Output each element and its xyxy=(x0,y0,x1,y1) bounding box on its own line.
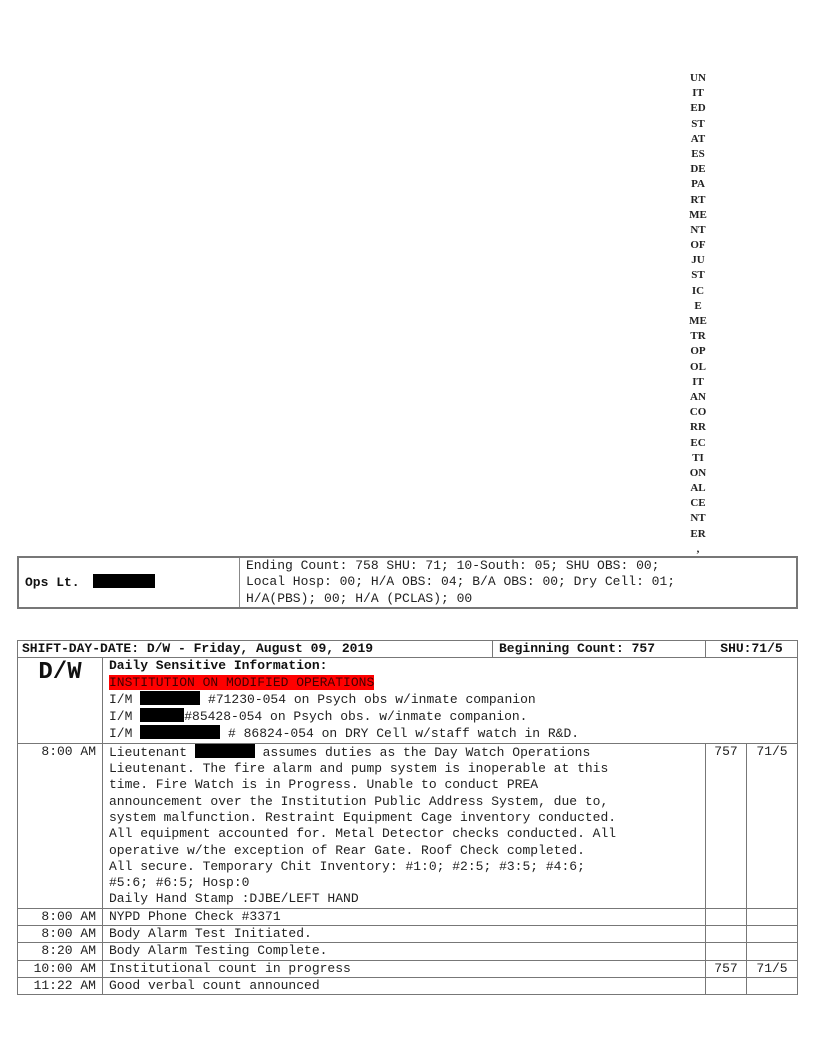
entry-shu: 71/5 xyxy=(747,960,798,977)
vertical-header-line: CO xyxy=(689,406,707,419)
vertical-header-line: JU xyxy=(691,254,705,267)
vertical-header-line: IT xyxy=(692,87,704,100)
entry-shu xyxy=(747,977,798,994)
inmate-line: I/M #71230-054 on Psych obs w/inmate companion xyxy=(109,691,536,707)
vertical-header-line: IC xyxy=(691,284,705,297)
entry-shu xyxy=(747,926,798,943)
vertical-header-line: AN xyxy=(690,390,706,403)
entry-count: 757 xyxy=(706,960,747,977)
vertical-header-line: , xyxy=(696,542,700,555)
vertical-header-line: OP xyxy=(690,345,706,358)
log-entry-row xyxy=(18,926,798,943)
entry-text: Institutional count in progress xyxy=(103,960,706,977)
entry-text: Body Alarm Test Initiated. xyxy=(103,926,706,943)
entry-text: Lieutenant assumes duties as the Day Watch Operations Lieutenant. The fire alarm and pump system is inoperable at this time. Fire Watch is in Progress. Unable to conduct PREA announcement over the Institution Public Address System, due to, system malfunction. Restraint Equipment Cage inventory conducted. All equipment accounted for. Metal Detector checks conducted. All operative w/the exception of Rear Gate. Roof Check completed. All secure. Temporary Chit Inventory: #1:0; #2:5; #3:5; #4:6; #5:6; #6:5; Hosp:0 Daily Hand Stamp :DJBE/LEFT HAND xyxy=(103,743,706,908)
vertical-header-line: AL xyxy=(690,482,706,495)
vertical-header-line: NT xyxy=(690,512,706,525)
entry-count: 757 xyxy=(706,743,747,908)
vertical-header-line: ST xyxy=(691,269,705,282)
log-entry-row xyxy=(18,960,798,977)
ending-line: Local Hosp: 00; H/A OBS: 04; B/A OBS: 00; Dry Cell: 01; xyxy=(246,574,676,590)
inmate-line: I/M # 86824-054 on DRY Cell w/staff watch in R&D. xyxy=(109,726,580,742)
sensitive-info-row xyxy=(18,658,798,743)
vertical-header-line: PA xyxy=(691,178,705,191)
log-header-row xyxy=(18,641,798,658)
log-entry-row xyxy=(18,743,798,908)
entry-text: Body Alarm Testing Complete. xyxy=(103,943,706,960)
log-entry-row xyxy=(18,908,798,925)
shu-count: SHU:71/5 xyxy=(706,641,798,658)
ending-line: Ending Count: 758 SHU: 71; 10-South: 05; SHU OBS: 00; xyxy=(246,558,660,573)
entry-time: 8:00 AM xyxy=(18,908,103,925)
ending-line: H/A(PBS); 00; H/A (PCLAS); 00 xyxy=(246,590,473,606)
entry-text: NYPD Phone Check #3371 xyxy=(103,908,706,925)
vertical-header-line: ON xyxy=(689,466,707,479)
redaction xyxy=(195,744,255,758)
entry-time: 11:22 AM xyxy=(18,977,103,994)
vertical-header-line: ME xyxy=(689,315,707,327)
vertical-header-line: RR xyxy=(690,421,706,434)
entry-shu: 71/5 xyxy=(747,743,798,908)
ops-summary-table xyxy=(17,556,798,609)
vertical-header-line: ER xyxy=(690,527,706,540)
redaction xyxy=(93,574,155,588)
sensitive-info-cell xyxy=(103,658,798,743)
entry-count xyxy=(706,977,747,994)
ops-lt-label: Ops Lt. xyxy=(25,574,80,590)
vertical-header-line: TR xyxy=(690,330,706,343)
vertical-header-line: ST xyxy=(691,117,705,130)
modified-operations-alert: INSTITUTION ON MODIFIED OPERATIONS xyxy=(109,674,375,690)
entry-count xyxy=(706,908,747,925)
vertical-header-line: OF xyxy=(690,239,706,252)
vertical-agency-header xyxy=(680,71,716,557)
vertical-header-line: E xyxy=(694,299,702,312)
vertical-header-line: EC xyxy=(690,436,706,449)
vertical-header-line: DE xyxy=(690,163,706,176)
vertical-header-line: CE xyxy=(690,497,706,510)
vertical-header-line: ES xyxy=(691,147,705,160)
entry-time: 8:20 AM xyxy=(18,943,103,960)
sensitive-title: Daily Sensitive Information: xyxy=(109,658,328,674)
vertical-header-line: NT xyxy=(690,223,706,236)
entry-shu xyxy=(747,908,798,925)
vertical-header-line: ME xyxy=(689,208,707,221)
shift-code: D/W xyxy=(18,658,103,743)
entry-text: Good verbal count announced xyxy=(103,977,706,994)
entry-time: 8:00 AM xyxy=(18,743,103,908)
vertical-header-line: UN xyxy=(690,72,706,84)
ending-count-cell xyxy=(240,557,798,608)
ops-lt-cell xyxy=(18,557,240,608)
entry-time: 8:00 AM xyxy=(18,926,103,943)
beginning-count: Beginning Count: 757 xyxy=(493,641,706,658)
vertical-header-line: RT xyxy=(690,193,706,206)
inmate-line: I/M #85428-054 on Psych obs. w/inmate companion. xyxy=(109,709,528,725)
entry-time: 10:00 AM xyxy=(18,960,103,977)
vertical-header-line: IT xyxy=(692,375,704,388)
vertical-header-line: OL xyxy=(690,360,706,373)
shift-log-table xyxy=(17,640,798,995)
entry-count xyxy=(706,943,747,960)
vertical-header-line: TI xyxy=(692,451,704,464)
entry-count xyxy=(706,926,747,943)
vertical-header-line: ED xyxy=(690,102,706,115)
shift-day-date: SHIFT-DAY-DATE: D/W - Friday, August 09, 2019 xyxy=(18,641,493,658)
log-entry-row xyxy=(18,977,798,994)
entry-shu xyxy=(747,943,798,960)
log-entry-row xyxy=(18,943,798,960)
vertical-header-line: AT xyxy=(690,132,706,145)
